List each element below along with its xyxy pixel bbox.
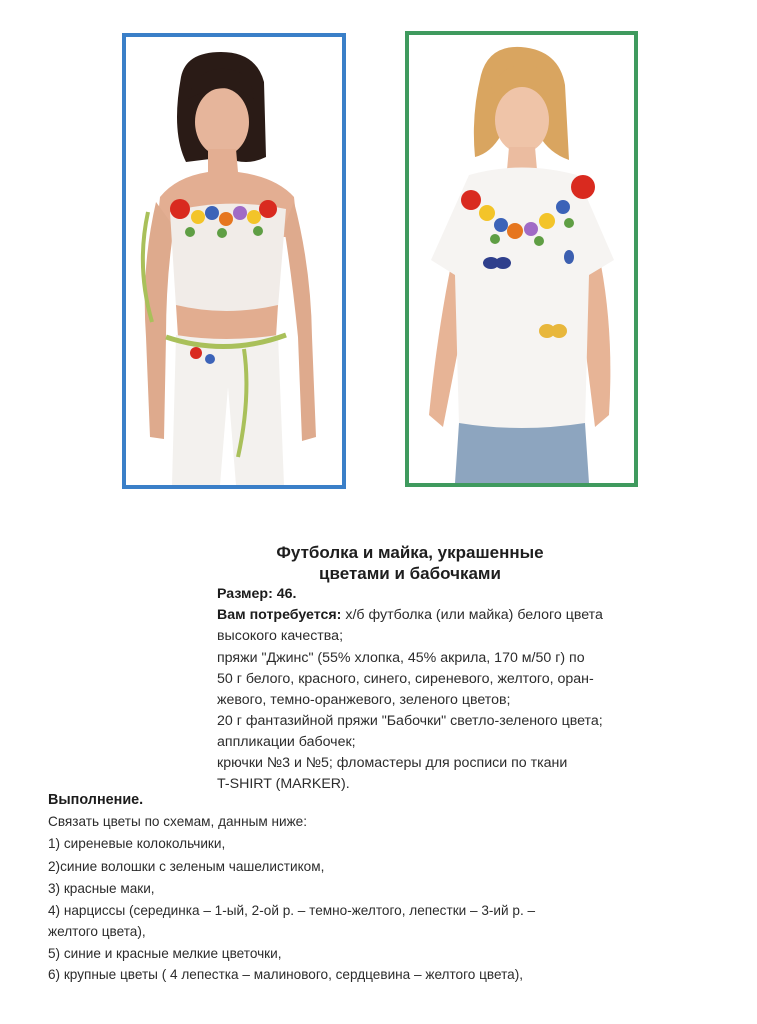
steps-heading: Выполнение. — [48, 792, 144, 808]
photo-tank-top — [122, 33, 346, 489]
materials-line-8: T-SHIRT (MARKER). — [217, 776, 350, 792]
materials-line-3: 50 г белого, красного, синего, сиреневого, желтого, оран- — [217, 671, 594, 687]
photo-t-shirt — [405, 31, 638, 487]
materials-label: Вам потребуется: — [217, 607, 342, 623]
materials-line-7: крючки №3 и №5; фломастеры для росписи по ткани — [217, 755, 568, 771]
step-line-4: 4) нарциссы (серединка – 1-ый, 2-ой р. – темно-желтого, лепестки – 3-ий р. – — [48, 903, 536, 918]
materials-line-0 — [217, 605, 697, 625]
materials-line-1: высокого качества; — [217, 628, 344, 644]
photo-t-shirt-illustration — [409, 35, 634, 483]
step-line-6: 5) синие и красные мелкие цветочки, — [48, 946, 282, 961]
materials-line-6: аппликации бабочек; — [217, 734, 356, 750]
article-title-line-1: Футболка и майка, украшенные — [276, 543, 544, 562]
step-line-5: желтого цвета), — [48, 924, 146, 939]
materials-line-4: жевого, темно-оранжевого, зеленого цветов; — [217, 692, 511, 708]
step-line-1: 1) сиреневые колокольчики, — [48, 836, 226, 851]
step-line-2: 2)синие волошки с зеленым чашелистиком, — [48, 859, 325, 874]
photo-tank-top-illustration — [126, 37, 342, 485]
step-line-7: 6) крупные цветы ( 4 лепестка – малинового, сердцевина – желтого цвета), — [48, 967, 524, 982]
step-line-0: Связать цветы по схемам, данным ниже: — [48, 814, 307, 829]
size-label: Размер: 46. — [217, 586, 297, 602]
article-title-line-2: цветами и бабочками — [319, 564, 501, 583]
materials-line-5: 20 г фантазийной пряжи "Бабочки" светло-зеленого цвета; — [217, 713, 603, 729]
materials-text: х/б футболка (или майка) белого цвета — [341, 607, 603, 623]
materials-line-2: пряжи "Джинс" (55% хлопка, 45% акрила, 170 м/50 г) по — [217, 650, 585, 666]
step-line-3: 3) красные маки, — [48, 881, 155, 896]
